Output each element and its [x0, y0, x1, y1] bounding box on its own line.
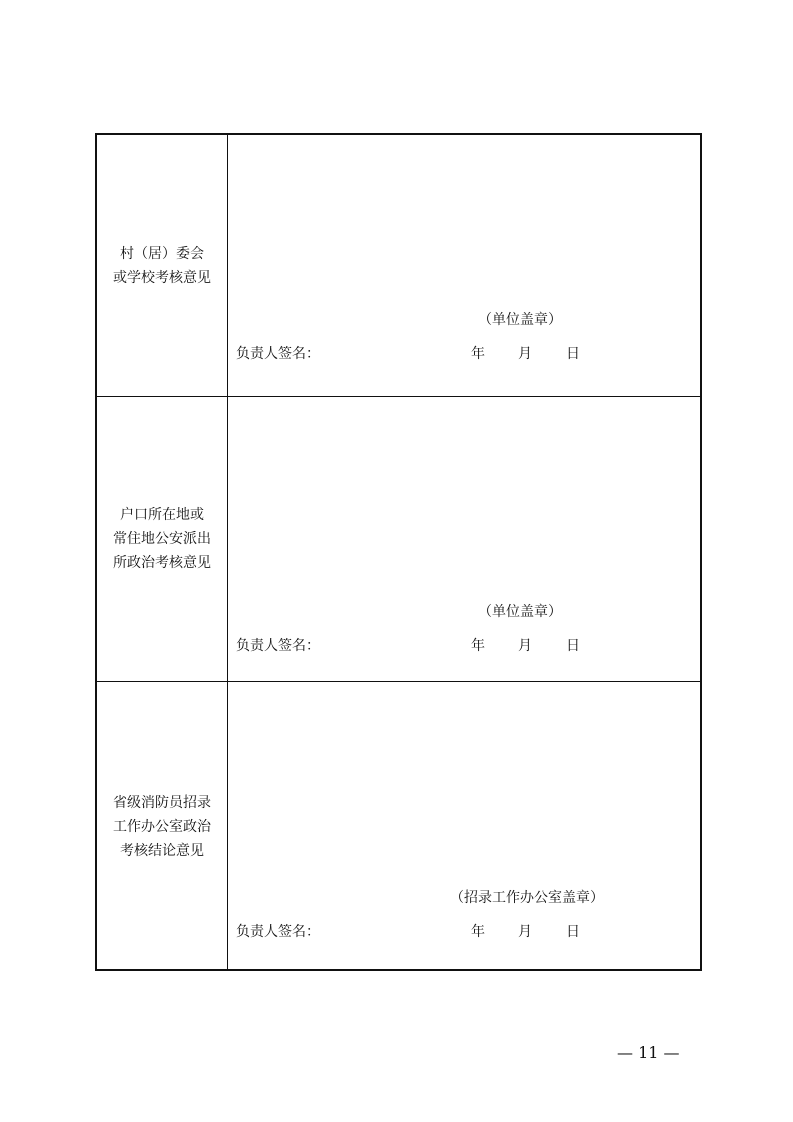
table-row-police-station	[97, 397, 700, 682]
row-label: 村（居）委会 或学校考核意见	[113, 245, 211, 286]
date-month: 月	[518, 924, 532, 940]
date-year: 年	[471, 346, 485, 362]
date-day: 日	[566, 346, 580, 362]
date-year: 年	[471, 638, 485, 654]
row-label: 省级消防员招录 工作办公室政治 考核结论意见	[113, 794, 211, 859]
opinion-cell[interactable]	[228, 135, 700, 396]
row-label-cell	[97, 397, 228, 681]
table-row-recruitment-office	[97, 682, 700, 971]
signature-label: 负责人签名：	[236, 924, 320, 940]
row-label-cell	[97, 682, 228, 971]
seal-note: （单位盖章）	[478, 312, 562, 328]
date-year: 年	[471, 924, 485, 940]
seal-note: （单位盖章）	[478, 604, 562, 620]
date-day: 日	[566, 638, 580, 654]
signature-label: 负责人签名：	[236, 638, 320, 654]
signature-label: 负责人签名：	[236, 346, 320, 362]
row-label: 户口所在地或 常住地公安派出 所政治考核意见	[113, 507, 211, 571]
political-review-table	[95, 133, 702, 971]
date-day: 日	[566, 924, 580, 940]
opinion-cell[interactable]	[228, 397, 700, 681]
page-number: — 11 —	[617, 1043, 680, 1062]
row-label-cell	[97, 135, 228, 396]
date-month: 月	[518, 346, 532, 362]
seal-note: （招录工作办公室盖章）	[450, 890, 604, 906]
date-month: 月	[518, 638, 532, 654]
opinion-cell[interactable]	[228, 682, 700, 971]
table-row-village-committee	[97, 135, 700, 397]
